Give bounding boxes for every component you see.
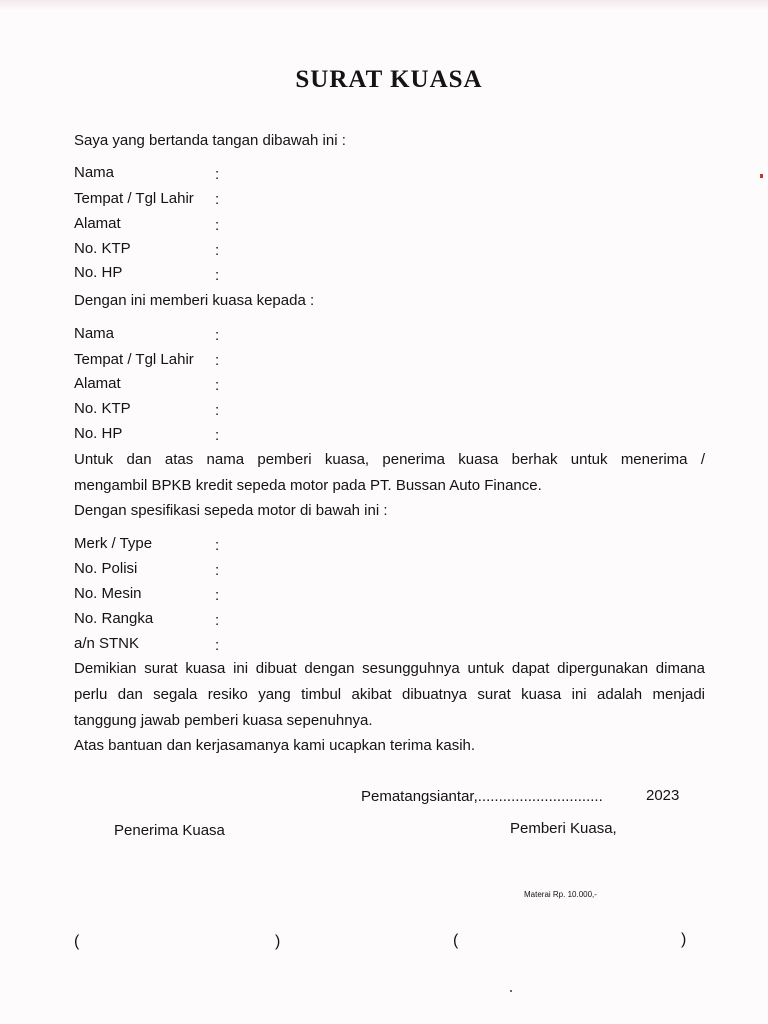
grantee-address-label: Alamat (74, 375, 121, 392)
vehicle-brand-label: Merk / Type (74, 535, 153, 552)
vehicle-stnk-label: a/n STNK (74, 635, 140, 652)
place-date: Pematangsiantar,.............................. (361, 788, 603, 805)
giver-signature-close: ) (681, 931, 687, 948)
grantee-hp-label: No. HP (74, 425, 123, 442)
receiver-signature-open: ( (74, 933, 80, 950)
vehicle-plate-colon: : (215, 562, 220, 579)
grantee-birth-colon: : (215, 352, 220, 369)
grantor-hp-colon: : (215, 267, 220, 284)
grantor-address-colon: : (215, 217, 220, 234)
thanks-line: Atas bantuan dan kerjasamanya kami ucapkan terima kasih. (74, 737, 476, 754)
giver-signature-open: ( (453, 932, 459, 949)
document-title: SURAT KUASA (295, 66, 483, 93)
grantor-address-label: Alamat (74, 215, 121, 232)
grantee-hp-colon: : (215, 427, 220, 444)
grantee-ktp-colon: : (215, 402, 220, 419)
spec-line: Dengan spesifikasi sepeda motor di bawah ini : (74, 502, 388, 519)
year: 2023 (646, 787, 680, 804)
grantee-birth-label: Tempat / Tgl Lahir (74, 351, 194, 368)
vehicle-frame-colon: : (215, 612, 220, 629)
giver-label: Pemberi Kuasa, (510, 820, 617, 837)
grant-line: Dengan ini memberi kuasa kepada : (74, 292, 315, 309)
vehicle-plate-label: No. Polisi (74, 560, 138, 577)
grantor-ktp-label: No. KTP (74, 240, 131, 257)
closing-line-2: perlu dan segala resiko yang timbul akibat dibuatnya surat kuasa ini adalah menjadi (74, 686, 705, 703)
grantor-ktp-colon: : (215, 242, 220, 259)
grantee-ktp-label: No. KTP (74, 400, 131, 417)
grantee-address-colon: : (215, 377, 220, 394)
authority-line-1: Untuk dan atas nama pemberi kuasa, penerima kuasa berhak untuk menerima / (74, 451, 705, 468)
grantor-name-colon: : (215, 166, 220, 183)
vehicle-engine-label: No. Mesin (74, 585, 142, 602)
vehicle-frame-label: No. Rangka (74, 610, 154, 627)
grantor-hp-label: No. HP (74, 264, 123, 281)
authority-line-2: mengambil BPKB kredit sepeda motor pada PT. Bussan Auto Finance. (74, 477, 542, 494)
grantee-name-colon: : (215, 327, 220, 344)
grantor-name-label: Nama (74, 164, 115, 181)
page-edge (0, 0, 768, 10)
authority-paragraph (74, 447, 705, 499)
scan-mark (760, 174, 763, 178)
receiver-signature-close: ) (275, 933, 281, 950)
intro-text: Saya yang bertanda tangan dibawah ini : (74, 132, 346, 149)
vehicle-brand-colon: : (215, 537, 220, 554)
closing-line-1: Demikian surat kuasa ini dibuat dengan sesungguhnya untuk dapat dipergunakan dimana (74, 660, 705, 677)
closing-paragraph (74, 656, 705, 734)
closing-line-3: tanggung jawab pemberi kuasa sepenuhnya. (74, 712, 373, 729)
receiver-label: Penerima Kuasa (114, 822, 225, 839)
scan-speck (510, 990, 512, 992)
grantor-birth-colon: : (215, 191, 220, 208)
stamp-note: Materai Rp. 10.000,- (524, 890, 597, 899)
grantor-birth-label: Tempat / Tgl Lahir (74, 190, 194, 207)
grantee-name-label: Nama (74, 325, 115, 342)
vehicle-engine-colon: : (215, 587, 220, 604)
vehicle-stnk-colon: : (215, 637, 220, 654)
